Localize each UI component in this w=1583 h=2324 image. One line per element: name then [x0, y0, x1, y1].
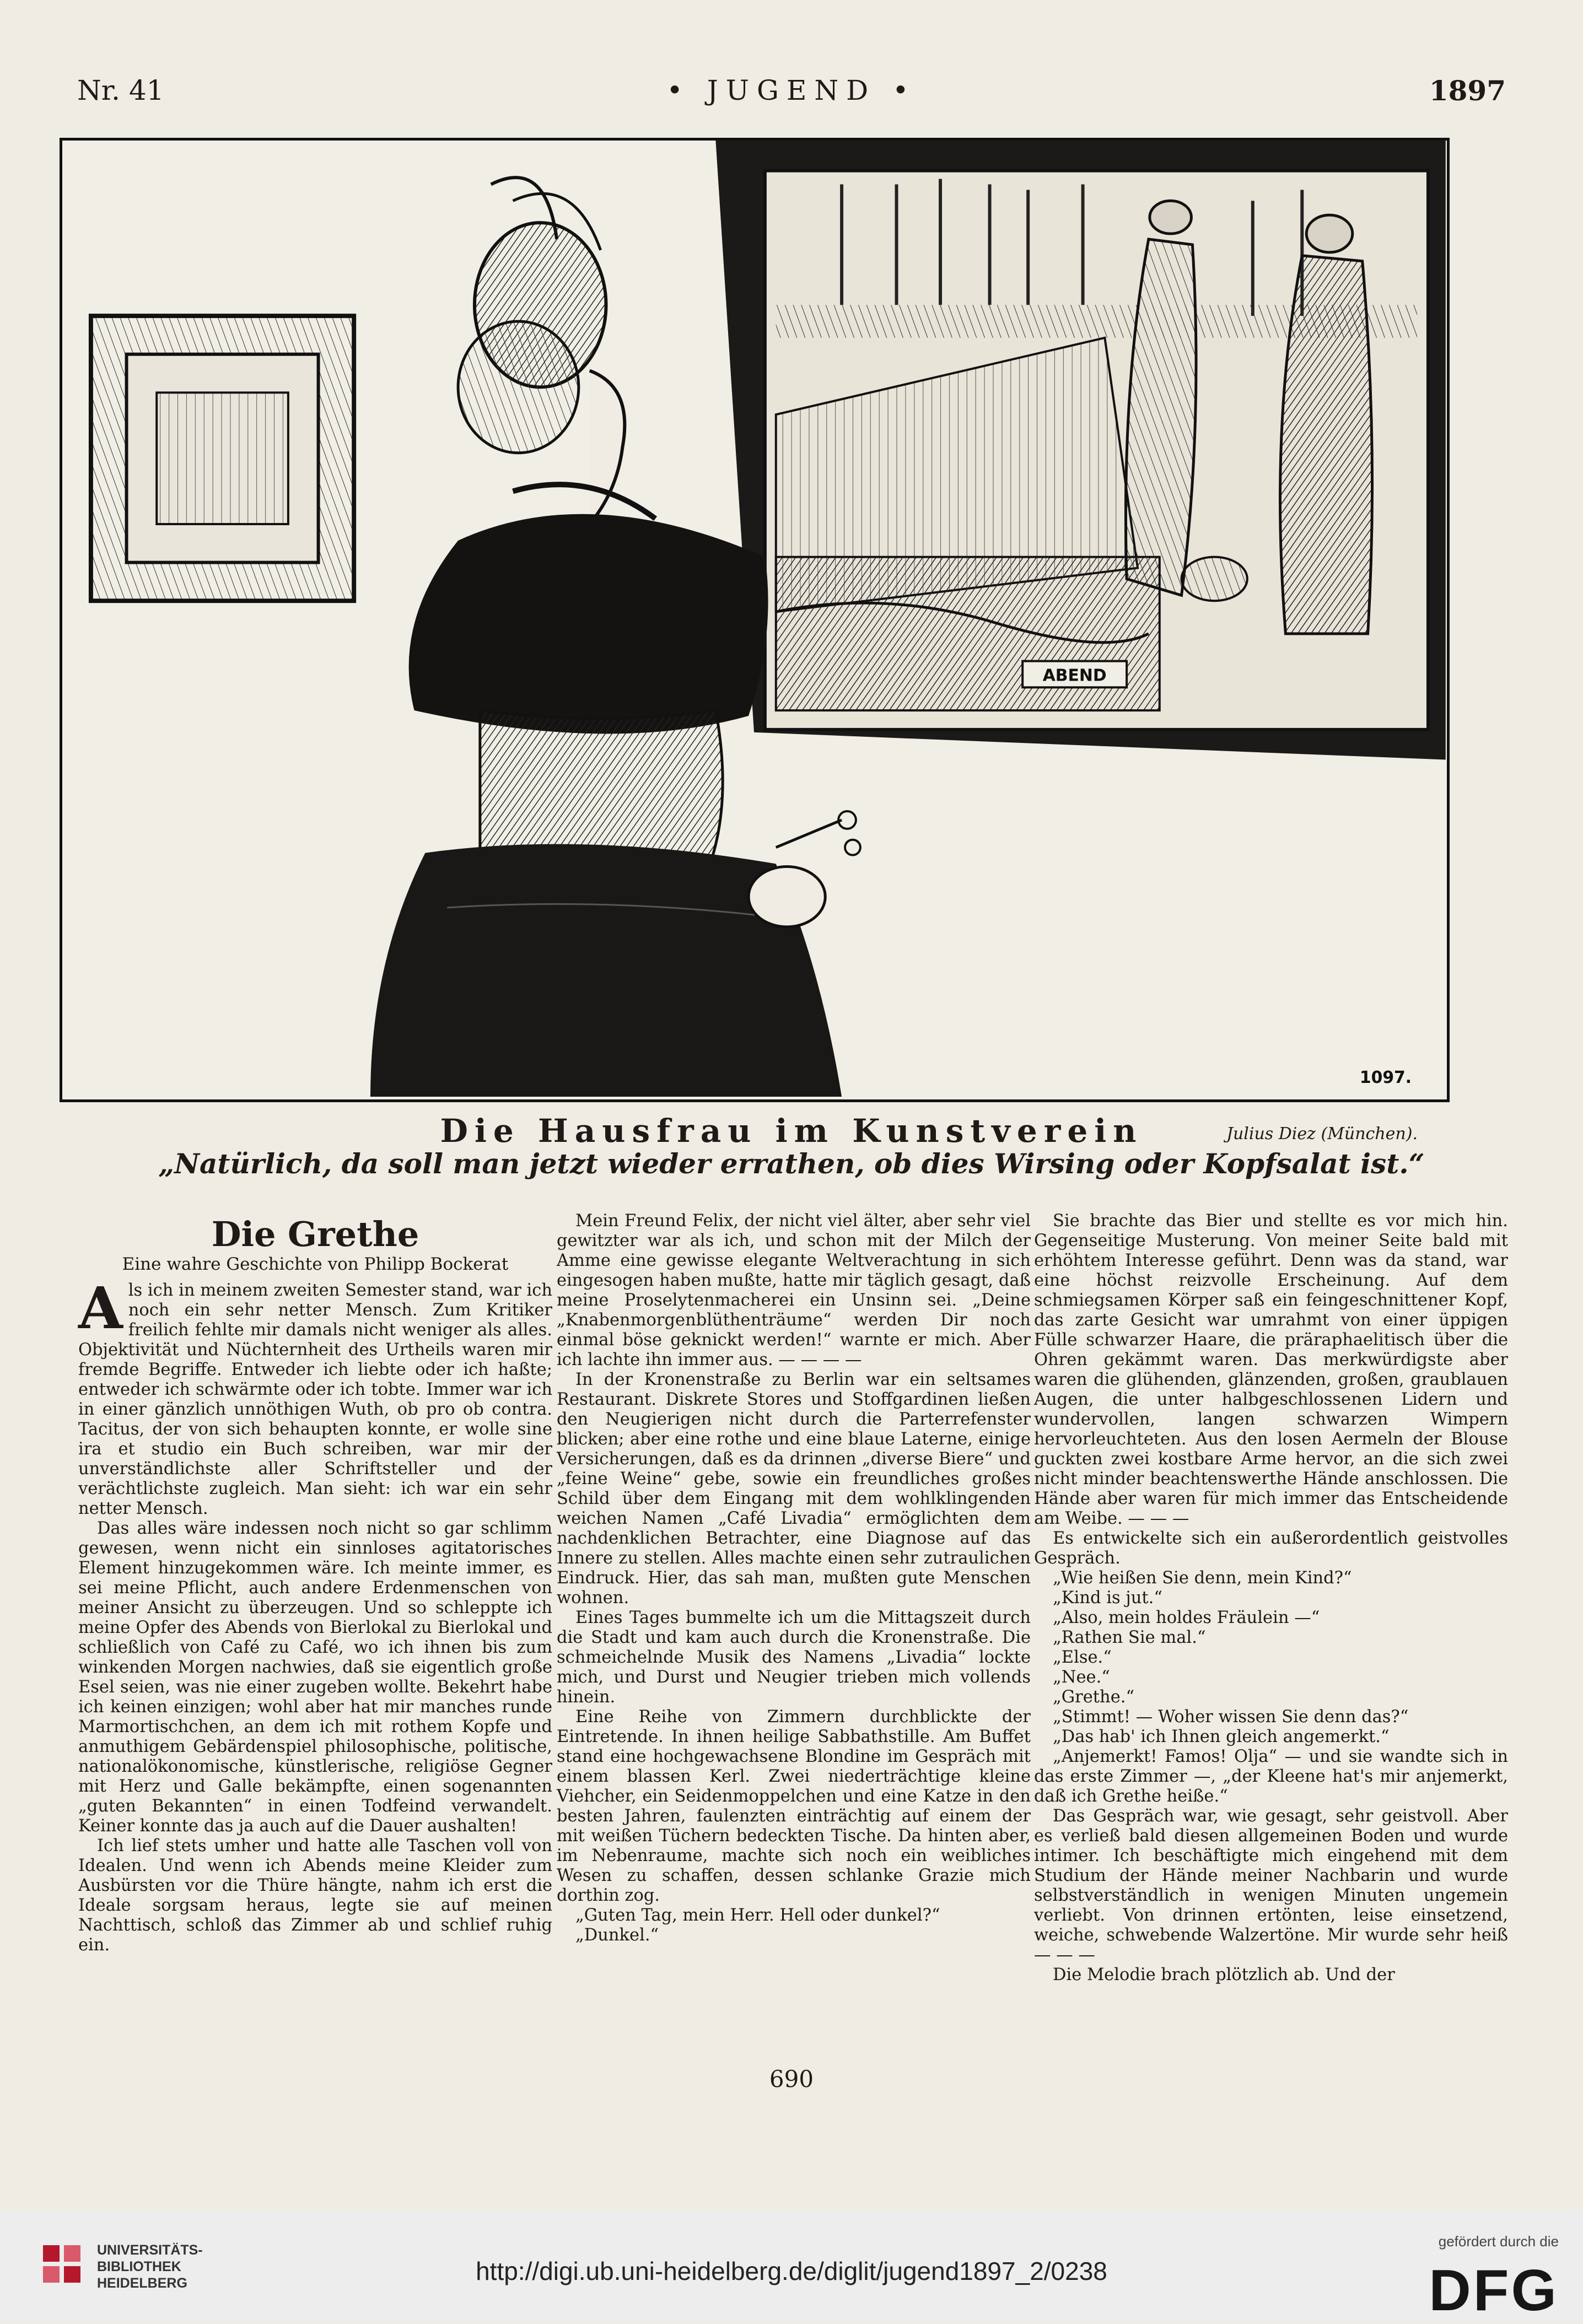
painting-plaque: ABEND [1042, 666, 1107, 686]
paragraph: Sie brachte das Bier und stellte es vor mich hin. Gegenseitige Musterung. Von meiner Seite bald mit erhöhtem Interesse geführt. Denn was da stand, war eine höchst reizvolle Erscheinung. Auf dem schmiegsamen Körper saß ein feingeschnittener Kopf, das zarte Gesicht war umrahmt von einer üppigen Fülle schwarzer Haare, die präraphaelitisch über die Ohren gekämmt waren. Das merkwürdigste aber waren die glühenden, glänzenden, großen, graublauen Augen, die unter halbgeschlossenen Lidern und wundervollen, langen schwarzen Wimpern hervorleuchteten. Aus den losen Aermeln der Blouse guckten zwei kostbare Arme hervor, an die sich zwei nicht minder beachtenswerthe Hände anschlossen. Die Hände aber waren für mich immer das Entscheidende am Weibe. — — — [1034, 1211, 1508, 1528]
article-column-3 [1034, 1211, 1508, 1985]
small-framed-painting [91, 316, 354, 601]
paragraph: „Grethe.“ [1053, 1687, 1135, 1707]
paragraph: „Wie heißen Sie denn, mein Kind?“ [1053, 1568, 1352, 1588]
paragraph: „Else.“ [1053, 1648, 1112, 1667]
source-url-link[interactable]: http://digi.ub.uni-heidelberg.de/diglit/jugend1897_2/0238 [476, 2257, 1107, 2285]
article-title: Die Grethe [211, 1214, 419, 1254]
illustration-title: Die Hausfrau im Kunstverein [440, 1112, 1143, 1150]
article-column-2 [557, 1211, 1031, 1945]
illustration-drawing [62, 141, 1447, 1099]
digitization-footer [0, 2210, 1583, 2322]
paragraph: Die Melodie brach plötzlich ab. Und der [1053, 1965, 1395, 1985]
artist-signature: 1097. [1359, 1068, 1412, 1088]
paragraph: „Nee.“ [1053, 1668, 1110, 1687]
paragraph: Eine Reihe von Zimmern durchblickte der Eintretende. In ihnen heilige Sabbathstille. Am Buffet stand eine hochgewachsene Blondine im Gespräch mit einem blassen Kerl. Zwei niederträchtige kleine Viehcher, ein Seidenmoppelchen und eine Katze in den besten Jahren, faulenzten einträchtig auf einem der mit weißen Tüchern bedeckten Tische. Da hinten aber, im Nebenraume, machte sich noch ein weibliches Wesen zu schaffen, dessen schlanke Grazie mich dorthin zog. [557, 1707, 1031, 1905]
paragraph: „Also, mein holdes Fräulein —“ [1053, 1608, 1320, 1627]
article-subtitle: Eine wahre Geschichte von Philipp Bockerat [122, 1254, 509, 1274]
illustration-woman-at-art-exhibition [60, 138, 1450, 1102]
page-number: 690 [769, 2066, 814, 2093]
paragraph: „Dunkel.“ [575, 1926, 659, 1945]
journal-title: • JUGEND • [666, 74, 917, 106]
large-painting-abend [715, 141, 1445, 760]
paragraph: „Kind is jut.“ [1053, 1588, 1162, 1608]
paragraph: Das alles wäre indessen noch nicht so gar schlimm gewesen, wenn nicht ein sinnloses agitatorisches Element hinzugekommen wäre. Ich meinte immer, es sei meine Pflicht, auch andere Erdenmenschen von meiner Ansicht zu überzeugen. Und so schleppte ich meine Opfer des Abends von Bierlokal zu Bierlokal und schließlich von Café zu Café, wo ich ihnen bis zum winkenden Morgen nachwies, daß sie eigentlich große Esel seien, was nie einer zugeben wollte. Bekehrt habe ich keinen einzigen; wohl aber hat mir manches runde Marmortischchen, an dem ich mit rothem Kopfe und anmuthigem Gebärdenspiel philosophische, politische, nationalökonomische, künstlerische, religiöse Gegner mit Herz und Galle bekämpfte, einen sogenannten „guten Bekannten“ in einen Todfeind verwandelt. Keiner konnte das ja auch auf die Dauer aushalten! [78, 1519, 552, 1836]
paragraph: „Das hab' ich Ihnen gleich angemerkt.“ [1053, 1727, 1390, 1746]
article-column-1 [78, 1211, 552, 1955]
paragraph: In der Kronenstraße zu Berlin war ein seltsames Restaurant. Diskrete Stores und Stoffgardinen ließen den Neugierigen nicht durch die Parterrefenster blicken; aber eine rothe und eine blaue Laterne, einige Versicherungen, daß es da drinnen „diverse Biere“ und „feine Weine“ gebe, sowie ein freundliches großes Schild über dem Eingang mit dem wohlklingenden weichen Namen „Café Livadia“ ermöglichten dem nachdenklichen Betrachter, eine Diagnose auf das Innere zu stellen. Alles machte einen sehr zutraulichen Eindruck. Hier, das sah man, mußten gute Menschen wohnen. [557, 1370, 1031, 1608]
paragraph: „Stimmt! — Woher wissen Sie denn das?“ [1053, 1707, 1409, 1727]
funding-note: gefördert durch die [1438, 2233, 1559, 2250]
paragraph: „Guten Tag, mein Herr. Hell oder dunkel?“ [575, 1906, 940, 1925]
drop-cap: A [78, 1274, 123, 1342]
illustration-quote: „Natürlich, da soll man jetzt wieder errathen, ob dies Wirsing oder Kopfsalat ist.“ [158, 1147, 1425, 1180]
paragraph: Es entwickelte sich ein außerordentlich geistvolles Gespräch. [1034, 1529, 1508, 1568]
paragraph: Das Gespräch war, wie gesagt, sehr geistvoll. Aber es verließ bald diesen allgemeinen Boden und wurde intimer. Ich beschäftigte mich eingehend mit dem Studium der Hände meiner Nachbarin und wurde selbstverständlich in wenigen Minuten ungemein verliebt. Von drinnen ertönten, leise einsetzend, weiche, schwebende Walzertöne. Mir wurde sehr heiß — — — [1034, 1807, 1508, 1965]
year: 1897 [1429, 74, 1506, 107]
paragraph: Mein Freund Felix, der nicht viel älter, aber sehr viel gewitzter war als ich, und schon mit der Milch der Amme eine gewisse elegante Weltverachtung in sich eingesogen haben mußte, hatte mir täglich gesagt, daß meine Proselytenmacherei ein Unsinn sei. „Deine „Knabenmorgenblüthenträume“ werden Dir noch einmal böse geknickt werden!“ warnte er mich. Aber ich lachte ihn immer aus. — — — — [557, 1211, 1031, 1369]
issue-number: Nr. 41 [77, 74, 164, 106]
paragraph: Ich lief stets umher und hatte alle Taschen voll von Idealen. Und wenn ich Abends meine Kleider zum Ausbürsten vor die Thüre hängte, nahm ich erst die Ideale sorgsam heraus, legte sie auf meinen Nachttisch, schloß das Zimmer ab und schlief ruhig ein. [78, 1836, 552, 1955]
paragraph: Eines Tages bummelte ich um die Mittagszeit durch die Stadt und kam auch durch die Kronenstraße. Die schmeichelnde Musik des Namens „Livadia“ lockte mich, und Durst und Neugier trieben mich vollends hinein. [557, 1608, 1031, 1707]
paragraph: „Rathen Sie mal.“ [1053, 1628, 1206, 1647]
dfg-logo: DFG [1429, 2258, 1559, 2323]
running-header [77, 74, 1506, 118]
paragraph: Als ich in meinem zweiten Semester stand, war ich noch ein sehr netter Mensch. Zum Kritiker freilich fehlte mir damals nicht weniger als alles. Objektivität und Nüchternheit des Urtheils waren mir fremde Begriffe. Entweder ich liebte oder ich haßte; entweder ich schwärmte oder ich tobte. Immer war ich in einer gänzlich unnöthigen Wuth, ob pro ob contra. Tacitus, der von sich behaupten konnte, er wolle sine ira et studio ein Buch schreiben, war mir der unverständlichste aller Schriftsteller und der verächtlichste zugleich. Man sieht: ich war ein sehr netter Mensch. [78, 1274, 552, 1518]
library-name: UNIVERSITÄTS- BIBLIOTHEK HEIDELBERG [97, 2242, 203, 2291]
illustration-credit: Julius Diez (München). [1226, 1124, 1418, 1144]
paragraph: „Anjemerkt! Famos! Olja“ — und sie wandte sich in das erste Zimmer —, „der Kleene hat's mir anjemerkt, daß ich Grethe heiße.“ [1034, 1747, 1508, 1806]
